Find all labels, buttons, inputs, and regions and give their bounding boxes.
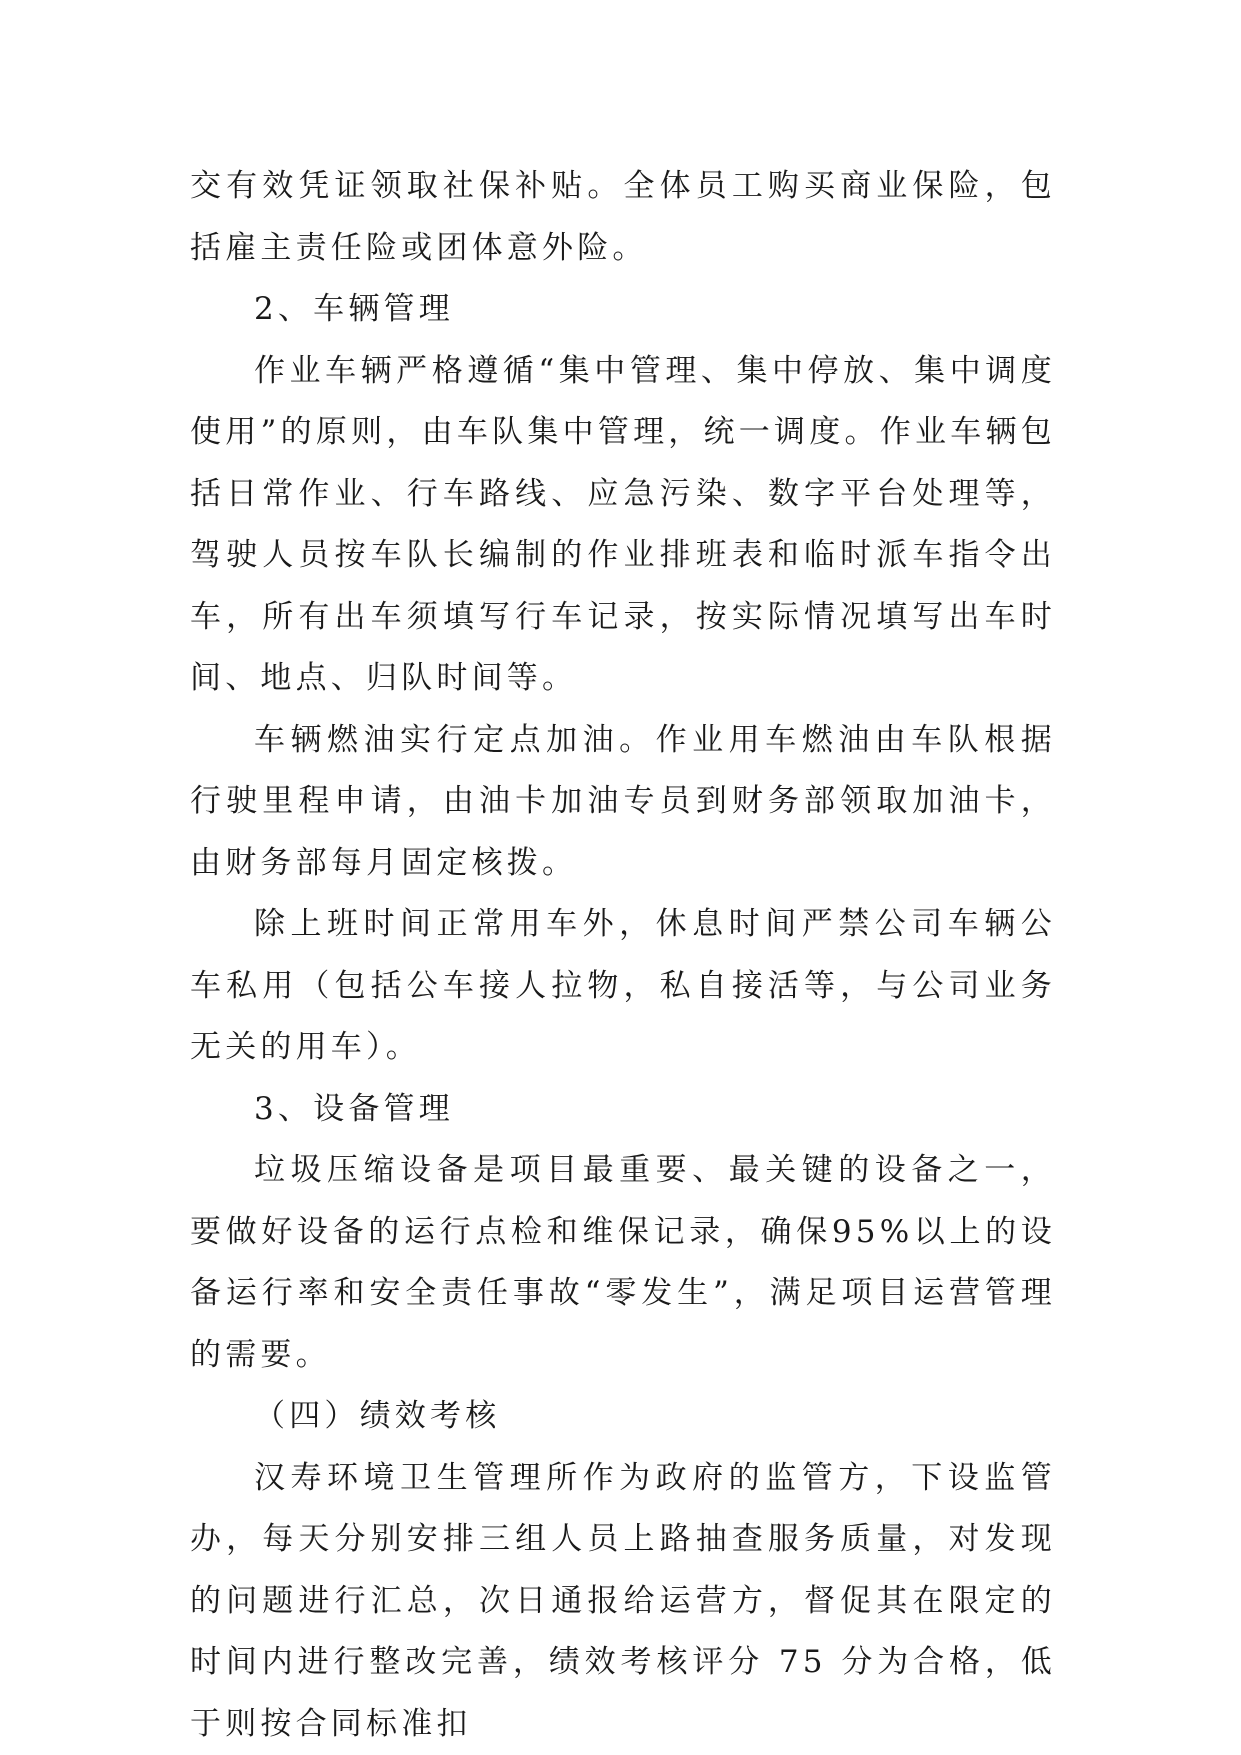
section-heading-equipment-management: 3、设备管理	[190, 1079, 1056, 1141]
paragraph-vehicle-fuel: 车辆燃油实行定点加油。作业用车燃油由车队根据行驶里程申请，由油卡加油专员到财务部领取加油卡，由财务部每月固定核拨。	[190, 710, 1056, 895]
section-heading-vehicle-management: 2、车辆管理	[190, 279, 1056, 341]
document-body	[190, 156, 1056, 1755]
paragraph-equipment: 垃圾压缩设备是项目最重要、最关键的设备之一，要做好设备的运行点检和维保记录，确保95%以上的设备运行率和安全责任事故“零发生”，满足项目运营管理的需要。	[190, 1140, 1056, 1386]
paragraph-vehicle-dispatch: 作业车辆严格遵循“集中管理、集中停放、集中调度使用”的原则，由车队集中管理，统一调度。作业车辆包括日常作业、行车路线、应急污染、数字平台处理等，驾驶人员按车队长编制的作业排班表和临时派车指令出车，所有出车须填写行车记录，按实际情况填写出车时间、地点、归队时间等。	[190, 341, 1056, 710]
paragraph-performance-assessment: 汉寿环境卫生管理所作为政府的监管方，下设监管办，每天分别安排三组人员上路抽查服务质量，对发现的问题进行汇总，次日通报给运营方，督促其在限定的时间内进行整改完善，绩效考核评分 75 分为合格，低于则按合同标准扣	[190, 1448, 1056, 1755]
section-heading-performance-assessment: （四）绩效考核	[190, 1386, 1056, 1448]
paragraph-insurance-continuation: 交有效凭证领取社保补贴。全体员工购买商业保险，包括雇主责任险或团体意外险。	[190, 156, 1056, 279]
paragraph-vehicle-private-use: 除上班时间正常用车外，休息时间严禁公司车辆公车私用（包括公车接人拉物，私自接活等，与公司业务无关的用车）。	[190, 894, 1056, 1079]
